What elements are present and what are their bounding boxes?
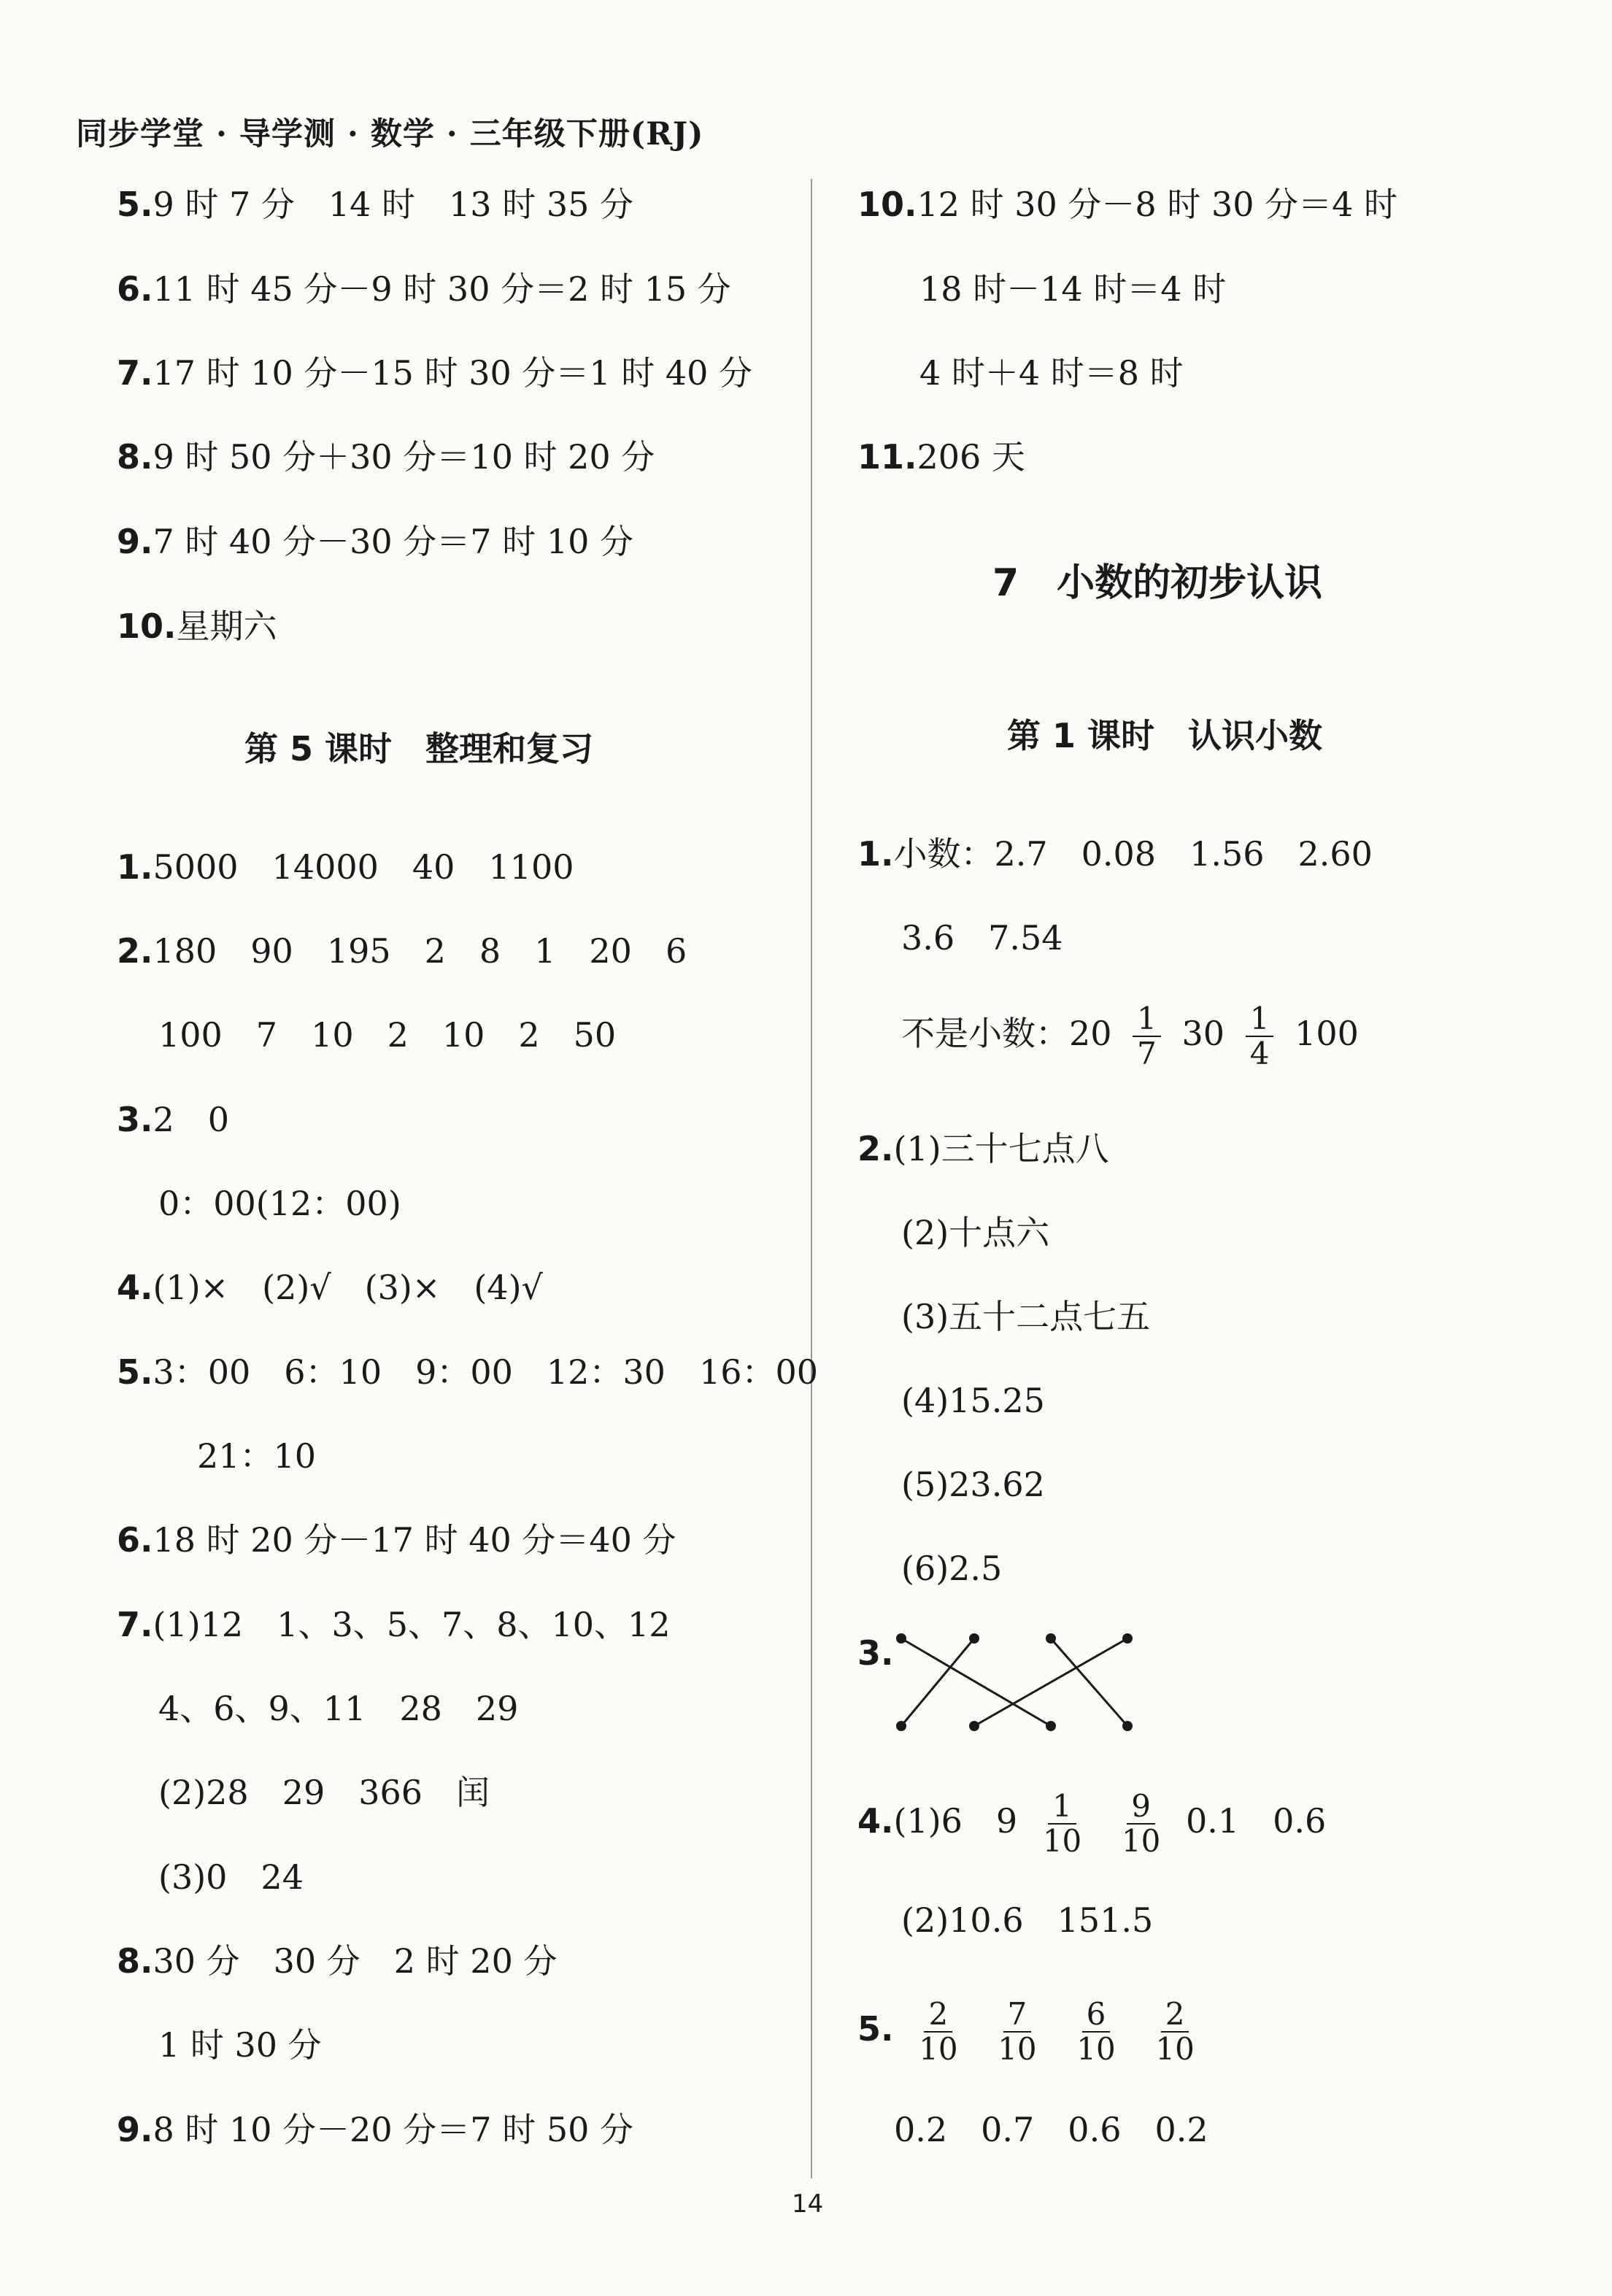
lesson-title: 第 1 课时 认识小数 (1007, 716, 1323, 755)
review-answer-6: 6.18 时 20 分－17 时 40 分＝40 分 (117, 1520, 676, 1560)
section-title-lesson5: 第 5 课时 整理和复习 (244, 729, 594, 768)
decimal-answer-2-2: (2)十点六 (901, 1213, 1050, 1252)
decimal-answer-1-cont: 3.6 7.54 (901, 918, 1063, 958)
chapter-title: 7 小数的初步认识 (992, 561, 1323, 605)
dot-top-1 (896, 1633, 906, 1644)
page-header: 同步学堂 · 导学测 · 数学 · 三年级下册(RJ) (76, 116, 704, 153)
review-answer-7-cont2: (2)28 29 366 闰 (158, 1773, 490, 1812)
review-answer-3: 3.2 0 (117, 1100, 230, 1139)
answer-5: 5.9 时 7 分 14 时 13 时 35 分 (117, 185, 633, 224)
not-decimal-row: 不是小数：20 $\frac{1}{7}$ 30 $\frac{1}{4}$ 100 (901, 1001, 1359, 1071)
match-line-3 (1051, 1638, 1127, 1726)
review-answer-2: 2.180 90 195 2 8 1 20 6 (117, 931, 687, 971)
answer-10-cont1: 18 时－14 时＝4 时 (919, 269, 1227, 309)
fraction-2-10: $\frac{2}{10}$ (919, 1996, 958, 2067)
fraction-2-10-b: $\frac{2}{10}$ (1155, 1996, 1195, 2067)
decimal-answer-2: 2.(1)三十七点八 (857, 1129, 1109, 1168)
review-answer-8: 8.30 分 30 分 2 时 20 分 (117, 1941, 558, 1981)
page-number: 14 (792, 2189, 824, 2219)
decimal-answer-5: 5. $\frac{2}{10}$ $\frac{7}{10}$ $\frac{6}{10}$ $\frac{2}{10}$ (857, 1992, 1209, 2066)
review-answer-7-cont1: 4、6、9、11 28 29 (158, 1689, 519, 1728)
answer-6: 6.11 时 45 分－9 时 30 分＝2 时 15 分 (117, 269, 731, 309)
answer-10: 10.星期六 (117, 606, 277, 646)
decimal-answer-4: 4.(1)6 9 $\frac{1}{10}$ $\frac{9}{10}$ 0.1 0.6 (857, 1788, 1327, 1859)
fraction-1-7: $\frac{1}{7}$ (1133, 1002, 1161, 1071)
decimal-answer-3: 3. (857, 1633, 894, 1673)
review-answer-2-cont: 100 7 10 2 10 2 50 (158, 1015, 617, 1055)
fraction-7-10: $\frac{7}{10}$ (998, 1996, 1037, 2067)
review-answer-8-cont: 1 时 30 分 (158, 2025, 322, 2065)
review-answer-4: 4.(1)× (2)√ (3)× (4)√ (117, 1268, 543, 1307)
review-answer-1: 1.5000 14000 40 1100 (117, 847, 574, 887)
answer-9: 9.7 时 40 分－30 分＝7 时 10 分 (117, 522, 633, 561)
fraction-9-10: $\frac{9}{10}$ (1121, 1788, 1161, 1859)
dot-top-3 (1046, 1633, 1056, 1644)
dot-bottom-1 (896, 1721, 906, 1731)
review-answer-5-cont: 21：10 (197, 1436, 317, 1476)
dot-top-2 (969, 1633, 979, 1644)
review-answer-7-cont3: (3)0 24 (158, 1857, 304, 1897)
decimal-answer-2-5: (5)23.62 (901, 1465, 1045, 1504)
match-line-4 (974, 1638, 1127, 1726)
match-line-2 (901, 1638, 974, 1726)
fraction-1-4: $\frac{1}{4}$ (1246, 1002, 1274, 1071)
decimal-answer-1: 1.小数：2.7 0.08 1.56 2.60 (857, 834, 1373, 874)
decimal-answer-2-4: (4)15.25 (901, 1381, 1045, 1420)
decimal-answer-4-2: (2)10.6 151.5 (901, 1900, 1154, 1940)
dot-bottom-4 (1122, 1721, 1133, 1731)
review-answer-3-cont: 0：00(12：00) (158, 1184, 401, 1223)
decimal-answer-2-6: (6)2.5 (901, 1549, 1003, 1588)
decimal-answer-2-3: (3)五十二点七五 (901, 1297, 1151, 1336)
answer-10-cont2: 4 时＋4 时＝8 时 (919, 353, 1184, 393)
dot-bottom-2 (969, 1721, 979, 1731)
review-answer-5: 5.3：00 6：10 9：00 12：30 16：00 (117, 1352, 819, 1392)
dot-top-4 (1122, 1633, 1133, 1644)
fraction-6-10: $\frac{6}{10}$ (1076, 1996, 1116, 2067)
match-line-1 (901, 1638, 1051, 1726)
decimal-answer-5-cont: 0.2 0.7 0.6 0.2 (894, 2110, 1208, 2149)
answer-7: 7.17 时 10 分－15 时 30 分＝1 时 40 分 (117, 353, 753, 393)
answer-11: 11.206 天 (857, 437, 1025, 477)
fraction-1-10: $\frac{1}{10}$ (1042, 1788, 1082, 1859)
column-divider (811, 179, 812, 2178)
review-answer-7: 7.(1)12 1、3、5、7、8、10、12 (117, 1605, 671, 1644)
matching-diagram (894, 1624, 1135, 1741)
answer-8: 8.9 时 50 分＋30 分＝10 时 20 分 (117, 437, 655, 477)
review-answer-9: 9.8 时 10 分－20 分＝7 时 50 分 (117, 2110, 633, 2149)
answer-10-right: 10.12 时 30 分－8 时 30 分＝4 时 (857, 185, 1397, 224)
dot-bottom-3 (1046, 1721, 1056, 1731)
